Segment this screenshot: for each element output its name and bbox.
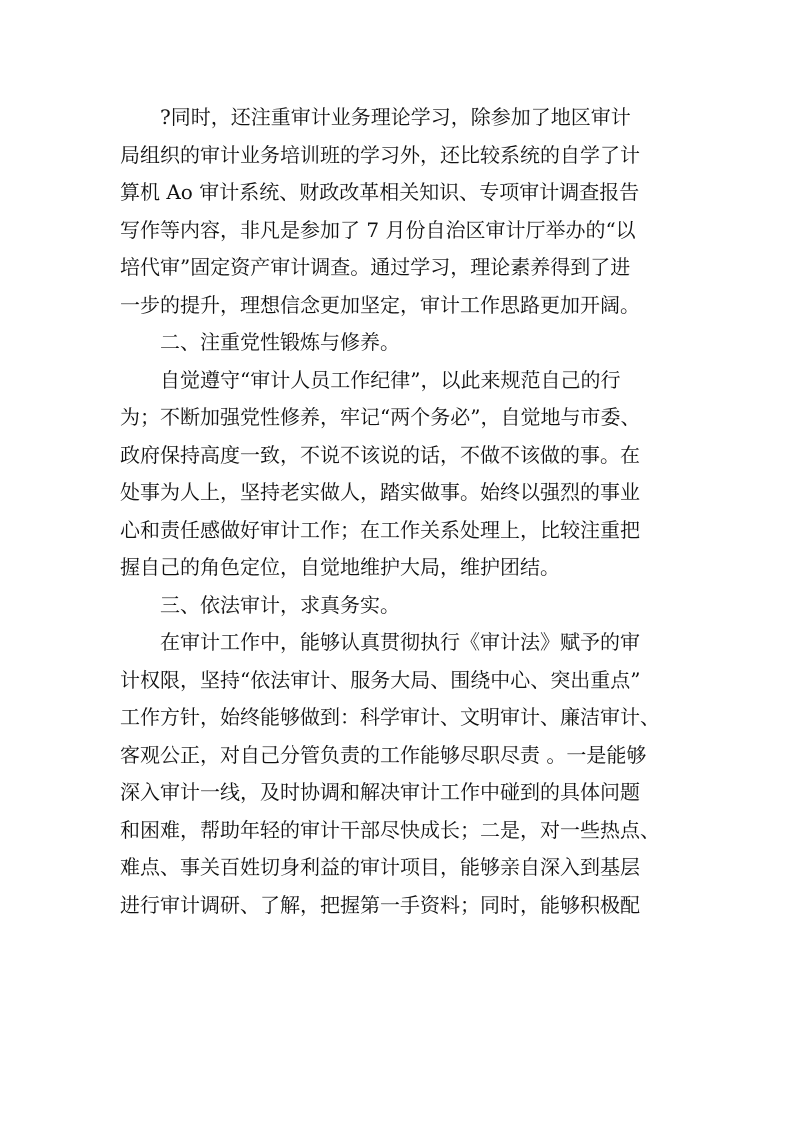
text-line: 握自己的角色定位，自觉地维护大局，维护团结。 (120, 555, 560, 579)
document-body (120, 99, 680, 924)
text-line: 培代审”固定资产审计调查。通过学习，理论素养得到了进 (120, 255, 631, 279)
section-heading: 二、注重党性锻炼与修养。 (160, 330, 400, 354)
text-line: 心和责任感做好审计工作；在工作关系处理上，比较注重把 (120, 517, 640, 542)
text-line: 写作等内容，非凡是参加了 7 月份自治区审计厅举办的“以 (120, 217, 636, 242)
text-line: 计权限，坚持“依法审计、服务大局、围绕中心、突出重点” (120, 667, 641, 692)
text-line: ?同时，还注重审计业务理论学习，除参加了地区审计 (160, 105, 631, 129)
text-line: 为；不断加强党性修养，牢记“两个务必”，自觉地与市委、 (120, 405, 641, 429)
text-line: 自觉遵守“审计人员工作纪律”，以此来规范自己的行 (160, 367, 621, 392)
text-line: 难点、事关百姓切身利益的审计项目，能够亲自深入到基层 (120, 855, 640, 879)
text-line: 政府保持高度一致，不说不该说的话，不做不该做的事。在 (120, 442, 640, 467)
text-line: 在审计工作中，能够认真贯彻执行《审计法》赋予的审 (160, 630, 640, 654)
text-line: 进行审计调研、了解，把握第一手资料；同时，能够积极配 (120, 892, 640, 917)
text-line: 算机 Ao 审计系统、财政改革相关知识、专项审计调查报告 (120, 180, 640, 204)
text-line: 局组织的审计业务培训班的学习外，还比较系统的自学了计 (120, 142, 640, 167)
text-line: 一步的提升，理想信念更加坚定，审计工作思路更加开阔。 (120, 292, 640, 317)
section-heading: 三、依法审计，求真务实。 (160, 592, 400, 617)
text-line: 和困难，帮助年轻的审计干部尽快成长；二是，对一些热点、 (120, 817, 660, 842)
text-line: 客观公正，对自己分管负责的工作能够尽职尽责 。一是能够 (120, 742, 647, 767)
text-line: 深入审计一线，及时协调和解决审计工作中碰到的具体问题 (120, 780, 640, 804)
text-line: 处事为人上，坚持老实做人，踏实做事。始终以强烈的事业 (120, 480, 640, 504)
text-line: 工作方针，始终能够做到：科学审计、文明审计、廉洁审计、 (120, 705, 660, 729)
